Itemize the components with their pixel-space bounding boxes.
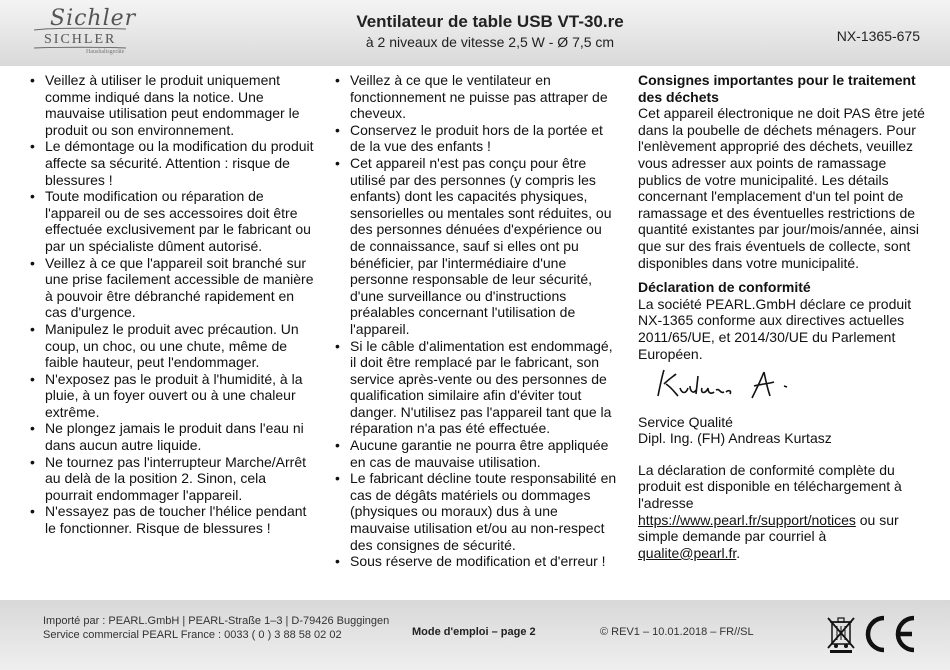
logo-brand-name: SICHLER bbox=[44, 32, 117, 47]
safety-column-2 bbox=[333, 72, 618, 570]
revision-info: © REV1 – 10.01.2018 – FR//SL bbox=[600, 626, 754, 638]
logo-script-text: Sichler bbox=[50, 6, 137, 31]
list-item: • Aucune garantie ne pourra être appliquée en cas de mauvaise utilisation. bbox=[333, 437, 618, 470]
list-item: • Si le câble d'alimentation est endommagé, il doit être remplacé par le fabricant, son service après-vente ou des personnes de qualification similaire afin d'éviter tout danger. N'utilisez pas l'appareil tant que la réparation n'a pas été effectuée. bbox=[333, 338, 618, 438]
list-item: • Le fabricant décline toute responsabilité en cas de dégâts matériels ou dommages (physiques ou moraux) dus à une mauvaise utilisation et/ou au non-respect des consignes de sécurité. bbox=[333, 470, 618, 553]
list-item: • Veillez à utiliser le produit uniquement comme indiqué dans la notice. Une mauvaise utilisation peut endommager le produit ou son environnement. bbox=[28, 72, 316, 138]
list-item: • Cet appareil n'est pas conçu pour être utilisé par des personnes (y compris les enfants) dont les capacités physiques, sensorielles ou mentales sont réduites, ou des personnes dénuées d'expérience ou de connaissance, sauf si elles ont pu bénéficier, par l'intermédiaire d'une personne responsable de leur sécurité, d'une surveillance ou d'instructions préalables concernant l'utilisation de l'appareil. bbox=[333, 155, 618, 338]
email-link[interactable]: qualite@pearl.fr bbox=[638, 544, 737, 561]
importer-line: Importé par : PEARL.GmbH | PEARL-Straße 1–3 | D-79426 Buggingen bbox=[43, 615, 390, 627]
sichler-logo bbox=[30, 6, 137, 60]
list-item: • Ne plongez jamais le produit dans l'eau ni dans aucun autre liquide. bbox=[28, 420, 316, 453]
safety-list-1 bbox=[28, 72, 316, 537]
download-text: La déclaration de conformité complète du produit est disponible en téléchargement à l'adresse bbox=[638, 461, 902, 512]
list-item: • N'exposez pas le produit à l'humidité, à la pluie, à un foyer ouvert ou à une chaleur extrême. bbox=[28, 371, 316, 421]
footer-importer-info bbox=[43, 614, 389, 642]
signer-name: Dipl. Ing. (FH) Andreas Kurtasz bbox=[638, 430, 832, 447]
handwritten-signature bbox=[652, 366, 812, 404]
list-item: • Toute modification ou réparation de l'appareil ou de ses accessoires doit être effectuée exclusivement par le fabricant ou par un spécialiste dûment autorisé. bbox=[28, 188, 316, 254]
list-item: • Manipulez le produit avec précaution. Un coup, un choc, ou une chute, même de faible hauteur, peut l'endommager. bbox=[28, 321, 316, 371]
list-item: • Veillez à ce que le ventilateur en fonctionnement ne puisse pas attraper de cheveux. bbox=[333, 72, 618, 122]
waste-section-text: Cet appareil électronique ne doit PAS être jeté dans la poubelle de déchets ménagers. Pour l'enlèvement approprié des déchets, veuillez vous adresser aux points de ramassage publics de votre municipalité. Les détails concernant l'emplacement d'un tel point de ramassage et des éventuelles restrictions de quantité existantes par jour/mois/année, ainsi que sur des frais éventuels de collecte, sont disponibles dans votre municipalité. bbox=[638, 105, 925, 271]
logo-tagline: Haushaltsgeräte bbox=[86, 49, 125, 55]
list-item: • N'essayez pas de toucher l'hélice pendant le fonctionner. Risque de blessures ! bbox=[28, 503, 316, 536]
safety-column-1 bbox=[28, 72, 316, 537]
waste-section-title: Consignes importantes pour le traitement des déchets bbox=[638, 72, 916, 105]
product-code: NX-1365-675 bbox=[836, 28, 920, 44]
end-text: . bbox=[736, 544, 741, 561]
download-paragraph bbox=[638, 462, 928, 562]
or-text: ou sur simple demande par courriel à bbox=[638, 511, 899, 545]
page-label: Mode d'emploi – page 2 bbox=[412, 626, 536, 638]
signer-role: Service Qualité bbox=[638, 413, 733, 430]
ce-mark-icon bbox=[858, 612, 918, 656]
service-line: Service commercial PEARL France : 0033 ( 0 ) 3 88 58 02 02 bbox=[43, 629, 342, 641]
document-title: Ventilateur de table USB VT-30.re bbox=[356, 12, 624, 31]
list-item: • Ne tournez pas l'interrupteur Marche/Arrêt au delà de la position 2. Sinon, cela pourrait endommager l'appareil. bbox=[28, 454, 316, 504]
weee-crossed-bin-icon bbox=[826, 614, 856, 654]
conformity-section-title: Déclaration de conformité bbox=[638, 279, 811, 296]
safety-list-2 bbox=[333, 72, 618, 570]
list-item: • Veillez à ce que l'appareil soit branché sur une prise facilement accessible de manière à pouvoir être débranché rapidement en cas d'urgence. bbox=[28, 255, 316, 321]
list-item: • Le démontage ou la modification du produit affecte sa sécurité. Attention : risque de blessures ! bbox=[28, 138, 316, 188]
list-item: • Sous réserve de modification et d'erreur ! bbox=[333, 553, 618, 570]
info-column bbox=[638, 72, 928, 561]
document-subtitle: à 2 niveaux de vitesse 2,5 W - Ø 7,5 cm bbox=[365, 34, 615, 50]
notices-link[interactable]: https://www.pearl.fr/support/notices bbox=[638, 511, 856, 528]
conformity-section-text: La société PEARL.GmbH déclare ce produit NX-1365 conforme aux directives actuelles 2011/65/UE, et 2014/30/UE du Parlement Européen. bbox=[638, 295, 912, 362]
list-item: • Conservez le produit hors de la portée et de la vue des enfants ! bbox=[333, 122, 618, 155]
